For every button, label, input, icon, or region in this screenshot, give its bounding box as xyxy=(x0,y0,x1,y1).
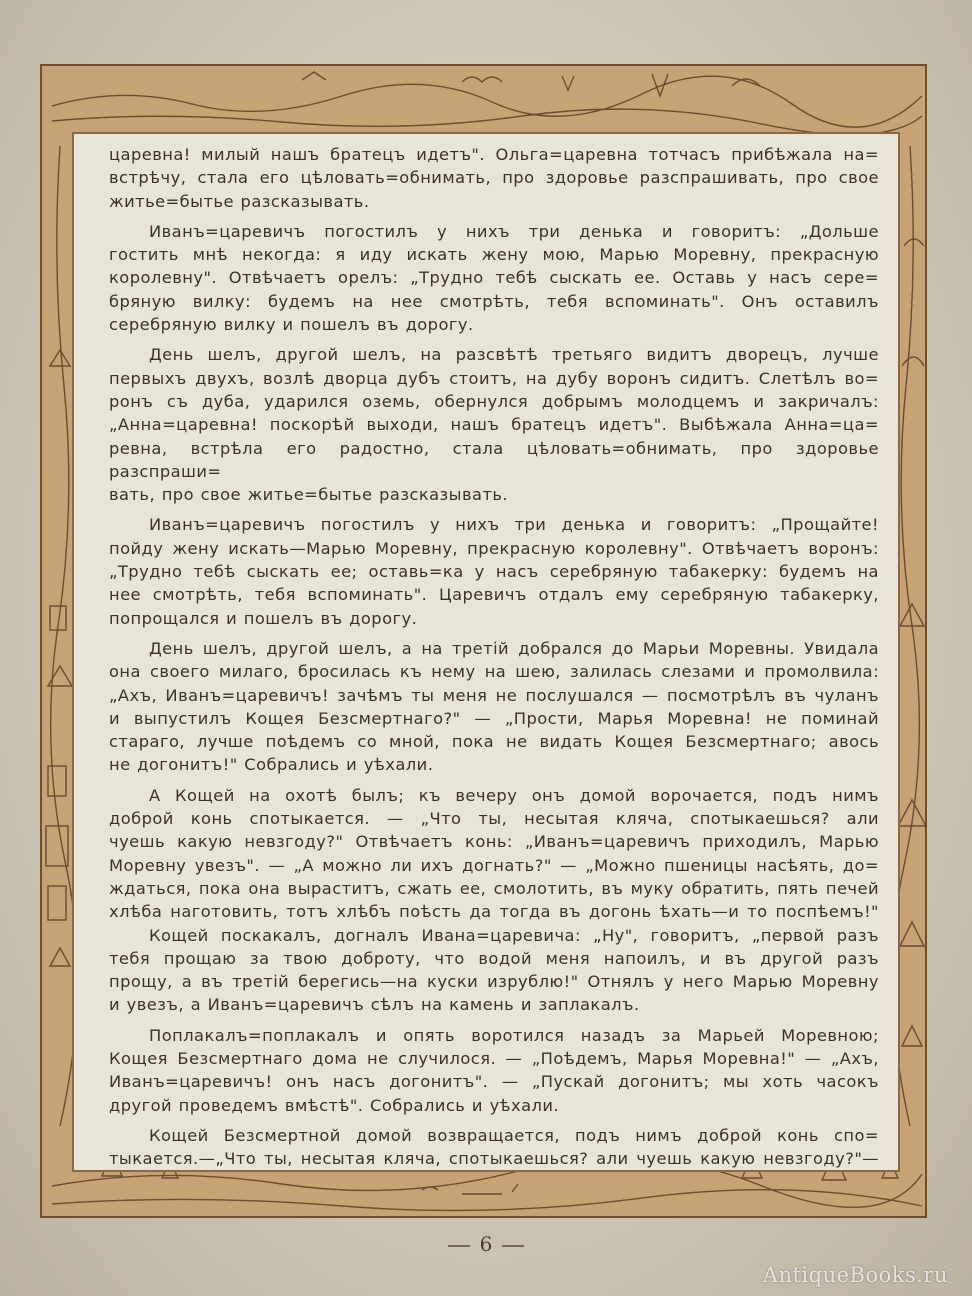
text-line: прощу, а въ третій берегись—на куски изрублю!" Отнялъ у него Марью Моревну xyxy=(109,972,879,992)
text-line: ждаться, пока она выраститъ, сжать ее, смолотить, въ муку обратить, пять печей xyxy=(109,878,879,898)
text-line: Моревну увезъ". — „А можно ли ихъ догнать?" — „Можно пшеницы насѣять, до= xyxy=(109,855,879,875)
text-line: нее смотрѣть, тебя вспоминать". Царевичъ отдалъ ему серебряную табакерку, xyxy=(109,585,879,605)
text-line: и увезъ, а Иванъ=царевичъ сѣлъ на камень и заплакалъ. xyxy=(109,995,640,1015)
page-number-value: 6 xyxy=(479,1232,493,1256)
text-line: и выпустилъ Кощея Безсмертнаго?" — „Прости, Марья Моревна! не поминай xyxy=(109,708,879,728)
text-line: бряную вилку: будемъ на нее смотрѣть, тебя вспоминать". Онъ оставилъ xyxy=(109,291,879,311)
text-line: ронъ съ дуба, ударился оземь, обернулся добрымъ молодцемъ и закричалъ: xyxy=(109,391,879,411)
text-line: хлѣба наготовить, тотъ хлѣбъ поѣсть да тогда въ догонь ѣхать—и то поспѣемъ!" xyxy=(109,902,879,922)
dash-right xyxy=(502,1245,524,1247)
text-line: Иванъ=царевичъ погостилъ у нихъ три денька и говоритъ: „Дольше xyxy=(149,221,879,241)
text-line: Поплакалъ=поплакалъ и опять воротился назадъ за Марьей Моревною; xyxy=(149,1025,879,1045)
text-line: Иванъ=царевичъ погостилъ у нихъ три денька и говоритъ: „Прощайте! xyxy=(149,515,879,535)
text-line: ревна, встрѣла его радостно, стала цѣловать=обнимать, про здоровье разспраши= xyxy=(109,438,879,481)
text-line: стараго, лучше поѣдемъ со мной, пока не видать Кощея Безсмертнаго; авось xyxy=(109,732,879,752)
text-line: серебряную вилку и пошелъ въ дорогу. xyxy=(109,315,474,335)
text-line: первыхъ двухъ, возлѣ дворца дубъ стоитъ, на дубу воронъ сидитъ. Слетѣлъ во= xyxy=(109,368,879,388)
text-line: „Анна=царевна! поскорѣй выходи, нашъ братецъ идетъ". Выбѣжала Анна=ца= xyxy=(109,415,879,435)
text-line: „Трудно тебѣ сыскать ее; оставь=ка у насъ серебряную табакерку: будемъ на xyxy=(109,562,879,582)
watermark: AntiqueBooks.ru xyxy=(762,1263,948,1287)
text-line: тебя прощаю за твою доброту, что водой меня напоилъ, и въ другой разъ xyxy=(109,948,879,968)
text-line: вать, про свое житье=бытье разсказывать. xyxy=(109,485,509,505)
text-line: День шелъ, другой шелъ, а на третій добрался до Марьи Моревны. Увидала xyxy=(149,638,879,658)
text-line: доброй конь спотыкается. — „Что ты, несытая кляча, спотыкаешься? али xyxy=(109,809,879,829)
page-number xyxy=(0,1232,972,1256)
text-line: тыкается.—„Что ты, несытая кляча, спотыкаешься? али чуешь какую невзгоду?"— xyxy=(109,1149,879,1169)
text-line: чуешь какую невзгоду?" Отвѣчаетъ конь: „Иванъ=царевичъ приходилъ, Марью xyxy=(109,832,879,852)
text-line: она своего милаго, бросилась къ нему на шею, залилась слезами и промолвила: xyxy=(109,662,879,682)
text-line: царевна! милый нашъ братецъ идетъ". Ольга=царевна тотчасъ прибѣжала на= xyxy=(109,145,879,164)
text-line: не догонитъ!" Собрались и уѣхали. xyxy=(109,755,434,775)
text-line: А Кощей на охотѣ былъ; къ вечеру онъ домой ворочается, подъ нимъ xyxy=(149,785,879,805)
text-line: попрощался и пошелъ въ дорогу. xyxy=(109,608,418,628)
text-line: Кощей Безсмертной домой возвращается, подъ нимъ доброй конь спо= xyxy=(149,1125,879,1145)
text-line: житье=бытье разсказывать. xyxy=(109,191,370,211)
dash-left xyxy=(448,1245,470,1247)
text-line: Кощей поскакалъ, догналъ Ивана=царевича: „Ну", говоритъ, „первой разъ xyxy=(149,925,879,945)
text-line: королевну". Отвѣчаетъ орелъ: „Трудно тебѣ сыскать ее. Оставь у насъ сере= xyxy=(109,268,879,288)
text-line: встрѣчу, стала его цѣловать=обнимать, про здоровье разспрашивать, про свое xyxy=(109,168,879,188)
story-text xyxy=(109,143,879,1170)
text-line: гостить мнѣ некогда: я иду искать жену мою, Марью Моревну, прекрасную xyxy=(109,245,879,265)
text-line: пойду жену искать—Марью Моревну, прекрасную королевну". Отвѣчаетъ воронъ: xyxy=(109,538,879,558)
text-line: другой проведемъ вмѣстѣ". Собрались и уѣхали. xyxy=(109,1095,560,1115)
text-line: День шелъ, другой шелъ, на разсвѣтѣ третьяго видитъ дворецъ, лучше xyxy=(149,345,879,365)
text-line: „Ахъ, Иванъ=царевичъ! зачѣмъ ты меня не послушался — посмотрѣлъ въ чуланъ xyxy=(109,685,879,705)
text-line: Иванъ=царевичъ! онъ насъ догонитъ". — „Пускай догонитъ; мы хоть часокъ xyxy=(109,1072,879,1092)
text-line: Кощея Безсмертнаго дома не случилося. — „Поѣдемъ, Марья Моревна!" — „Ахъ, xyxy=(109,1048,879,1068)
